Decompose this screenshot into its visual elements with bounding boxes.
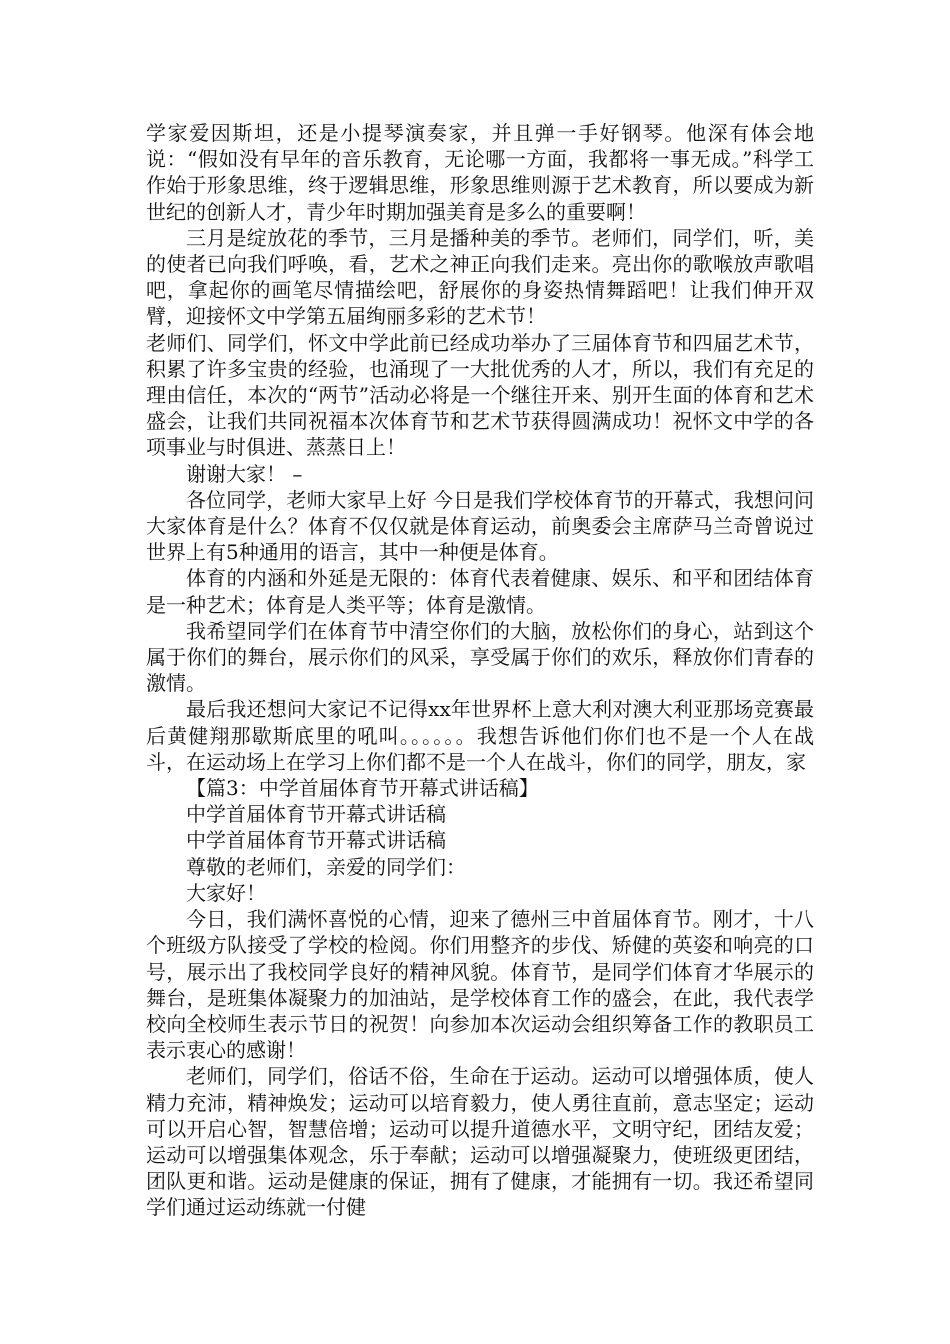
paragraph: 三月是绽放花的季节，三月是播种美的季节。老师们，同学们，听，美的使者已向我们呼唤，看，艺术之神正向我们走来。亮出你的歌喉放声歌唱吧，拿起你的画笔尽情描绘吧，舒展你的身姿热情舞蹈吧！让我们伸开双臂，迎接怀文中学第五届绚丽多彩的艺术节！: [146, 225, 814, 329]
document-body: [146, 120, 814, 1221]
paragraph: 尊敬的老师们，亲爱的同学们：: [186, 854, 466, 879]
paragraph: 中学首届体育节开幕式讲话稿: [186, 828, 446, 853]
paragraph: 老师们、同学们，怀文中学此前已经成功举办了三届体育节和四届艺术节，积累了许多宝贵的经验，也涌现了一大批优秀的人才，所以，我们有充足的理由信任，本次的“两节”活动必将是一个继往开来、别开生面的体育和艺术盛会，让我们共同祝福本次体育节和艺术节获得圆满成功！祝怀文中学的各项事业与时俱进、蒸蒸日上！: [146, 330, 814, 460]
paragraph: 各位同学，老师大家早上好 今日是我们学校体育节的开幕式，我想问问大家体育是什么？体育不仅仅就是体育运动，前奥委会主席萨马兰奇曾说过世界上有5种通用的语言，其中一种便是体育。: [146, 487, 814, 565]
paragraph: 谢谢大家！ –: [186, 461, 303, 486]
paragraph: 我希望同学们在体育节中清空你们的大脑，放松你们的身心，站到这个属于你们的舞台，展示你们的风采，享受属于你们的欢乐，释放你们青春的激情。: [146, 618, 814, 696]
paragraph: 【篇3：中学首届体育节开幕式讲话稿】: [186, 776, 539, 801]
paragraph: 今日，我们满怀喜悦的心情，迎来了德州三中首届体育节。刚才，十八个班级方队接受了学校的检阅。你们用整齐的步伐、矫健的英姿和响亮的口号，展示出了我校同学良好的精神风貌。体育节，是同学们体育才华展示的舞台，是班集体凝聚力的加油站，是学校体育工作的盛会，在此，我代表学校向全校师生表示节日的祝贺！向参加本次运动会组织筹备工作的教职员工表示衷心的感谢！: [146, 907, 814, 1063]
paragraph: 老师们，同学们，俗话不俗，生命在于运动。运动可以增强体质，使人精力充沛，精神焕发；运动可以培育毅力，使人勇往直前，意志坚定；运动可以开启心智，智慧倍增；运动可以提升道德水平，文明守纪，团结友爱；运动可以增强集体观念，乐于奉献；运动可以增强凝聚力，使班级更团结，团队更和谐。运动是健康的保证，拥有了健康，才能拥有一切。我还希望同学们通过运动练就一付健: [146, 1064, 814, 1220]
paragraph: 中学首届体育节开幕式讲话稿: [186, 802, 446, 827]
paragraph: 大家好！: [186, 880, 266, 905]
paragraph: 学家爱因斯坦，还是小提琴演奏家，并且弹一手好钢琴。他深有体会地说：“假如没有早年的音乐教育，无论哪一方面，我都将一事无成。”科学工作始于形象思维，终于逻辑思维，形象思维则源于艺术教育，所以要成为新世纪的创新人才，青少年时期加强美育是多么的重要啊！: [146, 121, 814, 224]
paragraph: 体育的内涵和外延是无限的：体育代表着健康、娱乐、和平和团结体育是一种艺术；体育是人类平等；体育是激情。: [146, 566, 814, 617]
paragraph: 最后我还想问大家记不记得xx年世界杯上意大利对澳大利亚那场竞赛最后黄健翔那歇斯底里的吼叫。。。。。。我想告诉他们你们也不是一个人在战斗，在运动场上在学习上你们都不是一个人在战斗，你们的同学，朋友，家: [146, 697, 814, 774]
